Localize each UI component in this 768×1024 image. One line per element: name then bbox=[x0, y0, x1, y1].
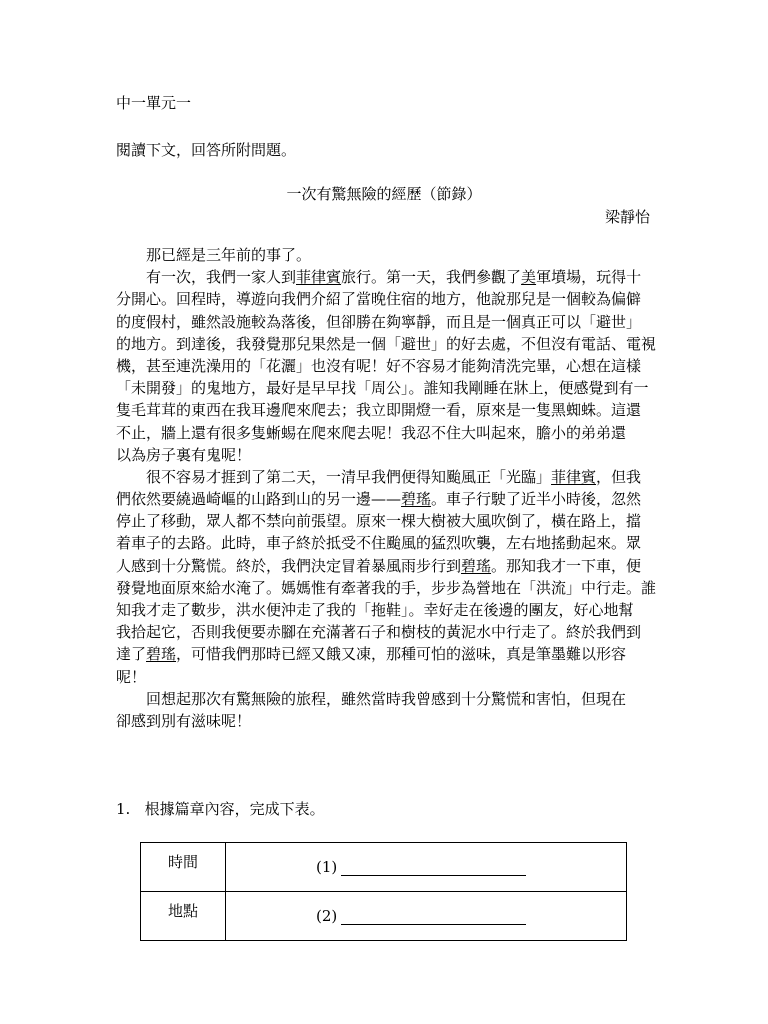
row-label-time: 時間 bbox=[141, 843, 226, 892]
proper-noun: 碧瑤 bbox=[146, 645, 177, 664]
text-segment: 。那知我才一下車，便 bbox=[491, 556, 642, 575]
passage-body bbox=[116, 244, 656, 732]
answer-cell-time bbox=[226, 843, 627, 892]
text-segment: 我拾起它，否則我便要赤腳在充滿著石子和樹枝的黃泥水中行走了。終於我們到 bbox=[116, 623, 642, 642]
text-segment: 分開心。回程時，導遊向我們介紹了當晚住宿的地方，他說那兒是一個較為偏僻 bbox=[116, 290, 642, 309]
answer-prefix: (2) bbox=[316, 907, 338, 925]
proper-noun: 碧瑤 bbox=[401, 490, 432, 509]
table-row bbox=[141, 843, 627, 892]
answer-table bbox=[140, 842, 627, 941]
text-segment: 的地方。到達後，我發覺那兒果然是一個「避世」的好去處，不但沒有電話、電視 bbox=[116, 334, 657, 353]
passage-line bbox=[116, 399, 656, 421]
table-row bbox=[141, 892, 627, 941]
passage-line bbox=[116, 555, 656, 577]
text-segment: 的度假村，雖然設施較為落後，但卻勝在夠寧靜，而且是一個真正可以「避世」 bbox=[116, 312, 642, 331]
question-text: 根據篇章內容，完成下表。 bbox=[144, 800, 325, 818]
answer-blank-2[interactable] bbox=[341, 910, 526, 925]
passage-line bbox=[116, 710, 656, 732]
text-segment: 軍墳場，玩得十 bbox=[536, 268, 642, 287]
proper-noun: 菲律賓 bbox=[551, 467, 597, 486]
row-label-place: 地點 bbox=[141, 892, 226, 941]
text-segment: 停止了移動，眾人都不禁向前張望。原來一棵大樹被大風吹倒了，橫在路上，擋 bbox=[116, 512, 642, 531]
proper-noun: 菲律賓 bbox=[296, 268, 342, 287]
text-segment: 達了 bbox=[116, 645, 147, 664]
passage-line bbox=[116, 621, 656, 643]
question-number: 1. bbox=[116, 800, 131, 818]
answer-cell-place bbox=[226, 892, 627, 941]
passage-line bbox=[116, 510, 656, 532]
text-segment: 「未開發」的鬼地方，最好是早早找「周公」。誰知我剛睡在牀上，便感覺到有一 bbox=[116, 379, 649, 398]
passage-line bbox=[116, 466, 656, 488]
text-segment: 有一次，我們一家人到 bbox=[116, 268, 297, 287]
passage-line bbox=[116, 333, 656, 355]
passage-title: 一次有驚無險的經歷（節錄） bbox=[286, 185, 482, 203]
instruction-text: 閱讀下文，回答所附問題。 bbox=[116, 141, 297, 159]
passage-line bbox=[116, 532, 656, 554]
text-segment: 很不容易才捱到了第二天，一清早我們便得知颱風正「光臨」 bbox=[116, 467, 552, 486]
text-segment: 不止，牆上還有很多隻蜥蜴在爬來爬去呢！我忍不住大叫起來，膽小的弟弟還 bbox=[116, 423, 627, 442]
text-segment: 機，甚至連洗澡用的「花灑」也沒有呢！好不容易才能夠清洗完畢，心想在這樣 bbox=[116, 356, 642, 375]
text-segment: 發覺地面原來給水淹了。媽媽惟有牽著我的手，步步為營地在「洪流」中行走。誰 bbox=[116, 578, 657, 597]
text-segment: 那已經是三年前的事了。 bbox=[116, 246, 312, 264]
text-segment: 着車子的去路。此時，車子終於抵受不住颱風的猛烈吹襲，左右地搖動起來。眾 bbox=[116, 534, 642, 553]
answer-blank-1[interactable] bbox=[341, 861, 526, 876]
text-segment: 呢！ bbox=[116, 667, 147, 686]
text-segment: 回想起那次有驚無險的旅程，雖然當時我曾感到十分驚慌和害怕，但現在 bbox=[116, 689, 627, 708]
text-segment: 知我才走了數步，洪水便沖走了我的「拖鞋」。幸好走在後邊的團友，好心地幫 bbox=[116, 601, 634, 619]
text-segment: 人感到十分驚慌。終於，我們決定冒着暴風雨步行到 bbox=[116, 556, 462, 575]
passage-line bbox=[116, 643, 656, 665]
unit-heading: 中一單元一 bbox=[116, 94, 192, 112]
passage-line bbox=[116, 288, 656, 310]
passage-line bbox=[116, 577, 656, 599]
passage-author: 梁靜怡 bbox=[604, 208, 650, 226]
text-segment: 以為房子裏有鬼呢！ bbox=[116, 445, 252, 464]
question-1 bbox=[116, 802, 325, 817]
passage-line bbox=[116, 666, 656, 688]
proper-noun: 美 bbox=[521, 268, 537, 287]
text-segment: 隻毛茸茸的東西在我耳邊爬來爬去；我立即開燈一看，原來是一隻黑蜘蛛。這還 bbox=[116, 401, 642, 420]
text-segment: 卻感到別有滋味呢！ bbox=[116, 711, 252, 730]
passage-line bbox=[116, 599, 656, 621]
text-segment: 。車子行駛了近半小時後，忽然 bbox=[431, 490, 642, 509]
text-segment: 們依然要繞過崎嶇的山路到山的另一邊—— bbox=[116, 490, 402, 509]
passage-line bbox=[116, 311, 656, 333]
passage-line bbox=[116, 377, 656, 399]
text-segment: ，可惜我們那時已經又餓又凍，那種可怕的滋味，真是筆墨難以形容 bbox=[176, 645, 627, 664]
text-segment: ，但我 bbox=[596, 467, 642, 486]
proper-noun: 碧瑤 bbox=[461, 556, 492, 575]
passage-line bbox=[116, 444, 656, 466]
passage-line bbox=[116, 688, 656, 710]
passage-line bbox=[116, 422, 656, 444]
passage-line bbox=[116, 244, 656, 266]
passage-line bbox=[116, 266, 656, 288]
passage-line bbox=[116, 355, 656, 377]
text-segment: 旅行。第一天，我們參觀了 bbox=[341, 268, 522, 287]
answer-prefix: (1) bbox=[316, 858, 338, 876]
passage-line bbox=[116, 488, 656, 510]
